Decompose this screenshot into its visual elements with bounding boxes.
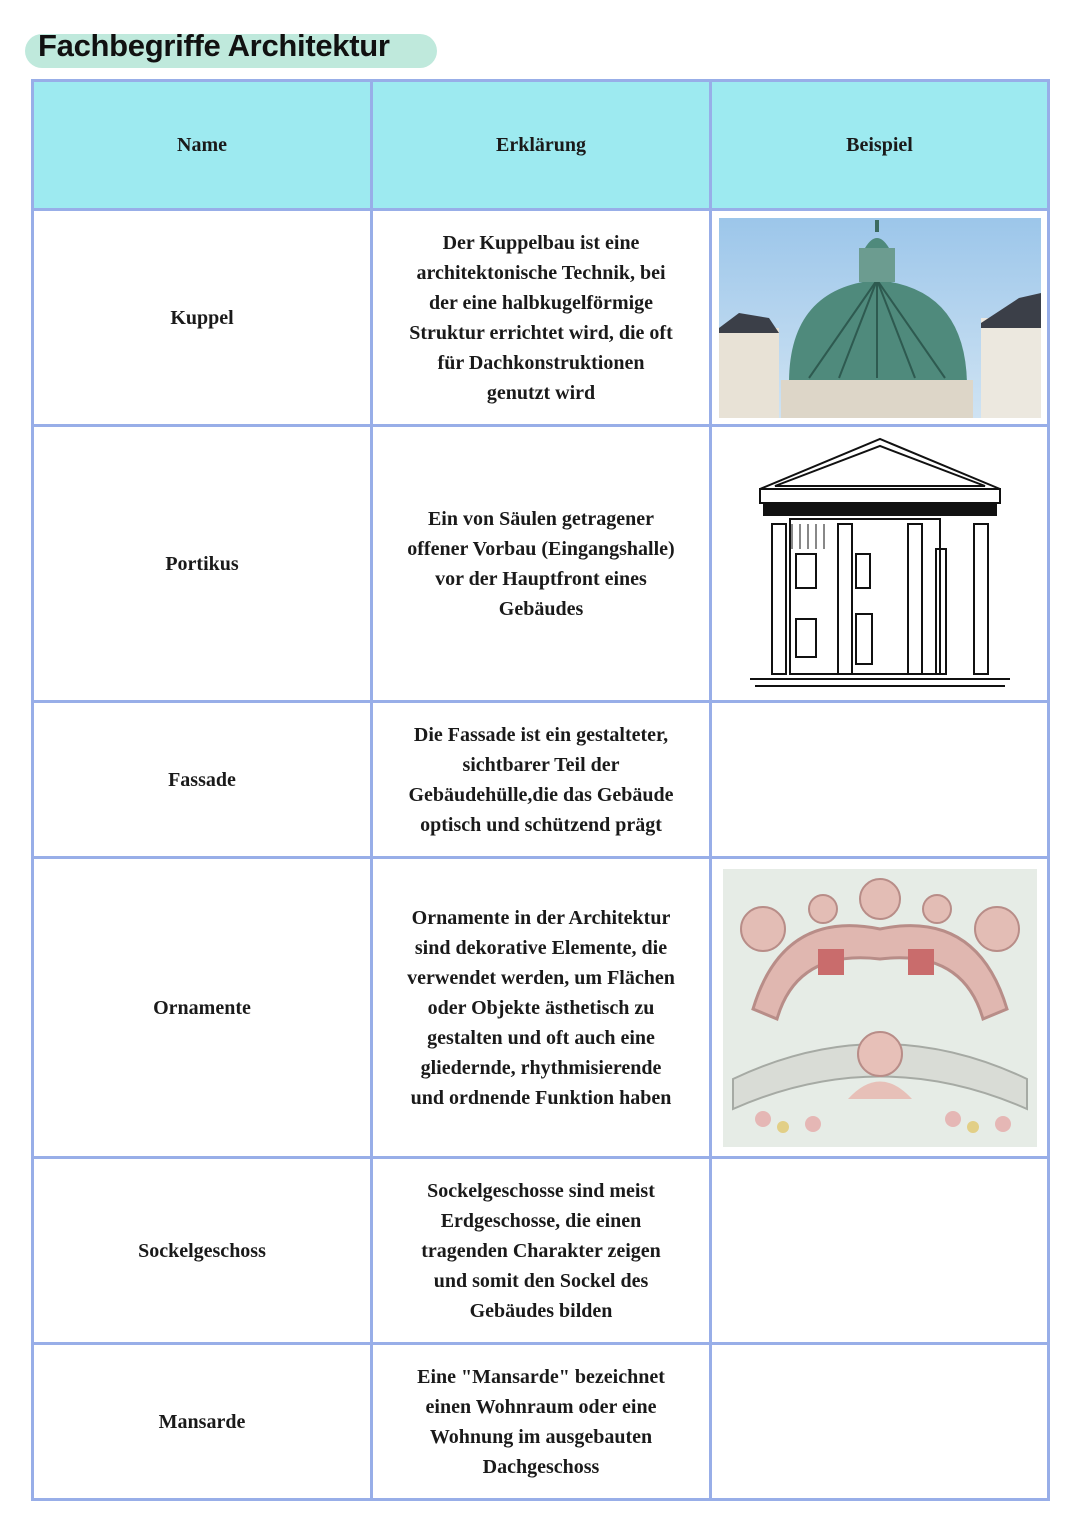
- explanation-line: sichtbarer Teil der: [462, 753, 620, 776]
- term-name: Fassade: [33, 702, 372, 858]
- term-example: [711, 210, 1049, 426]
- explanation-line: Der Kuppelbau ist eine: [442, 231, 640, 254]
- table-row: [33, 1344, 1049, 1500]
- explanation-line: und somit den Sockel des: [433, 1269, 649, 1292]
- term-name: Kuppel: [33, 210, 372, 426]
- term-explanation: [372, 426, 711, 702]
- explanation-line: und ordnende Funktion haben: [410, 1086, 672, 1109]
- term-example: [711, 1344, 1049, 1500]
- term-explanation: [372, 210, 711, 426]
- table-row: [33, 1158, 1049, 1344]
- explanation-line: der eine halbkugelförmige: [428, 291, 654, 314]
- term-example: [711, 702, 1049, 858]
- explanation-line: offener Vorbau (Eingangshalle): [407, 537, 675, 560]
- explanation-line: gliedernde, rhythmisierende: [420, 1056, 662, 1079]
- explanation-line: architektonische Technik, bei: [416, 261, 666, 284]
- terms-table: [31, 79, 1050, 1501]
- term-example: [711, 426, 1049, 702]
- portico-image: [750, 434, 1010, 694]
- term-explanation: [372, 1158, 711, 1344]
- term-example: [711, 858, 1049, 1158]
- term-explanation: [372, 1344, 711, 1500]
- table-row: [33, 858, 1049, 1158]
- explanation-line: Eine "Mansarde" bezeichnet: [417, 1365, 665, 1388]
- table-header-row: [33, 81, 1049, 210]
- explanation-line: Gebäudes: [498, 597, 584, 620]
- explanation-line: Gebäudehülle,die das Gebäude: [408, 783, 674, 806]
- explanation-line: Gebäudes bilden: [469, 1299, 613, 1322]
- explanation-line: sind dekorative Elemente, die: [414, 936, 668, 959]
- explanation-line: für Dachkonstruktionen: [437, 351, 645, 374]
- table-row: [33, 426, 1049, 702]
- explanation-line: Wohnung im ausgebauten: [429, 1425, 653, 1448]
- table-row: [33, 210, 1049, 426]
- term-explanation: [372, 702, 711, 858]
- header-example: Beispiel: [711, 81, 1049, 210]
- explanation-line: tragenden Charakter zeigen: [421, 1239, 661, 1262]
- explanation-line: Sockelgeschosse sind meist: [427, 1179, 655, 1202]
- table-row: [33, 702, 1049, 858]
- term-name: Portikus: [33, 426, 372, 702]
- term-name: Mansarde: [33, 1344, 372, 1500]
- page-title: Fachbegriffe Architektur: [38, 28, 390, 63]
- explanation-line: Dachgeschoss: [482, 1455, 600, 1478]
- explanation-line: verwendet werden, um Flächen: [407, 966, 675, 989]
- term-example: [711, 1158, 1049, 1344]
- explanation-line: Erdgeschosse, die einen: [440, 1209, 642, 1232]
- explanation-line: Ornamente in der Architektur: [411, 906, 671, 929]
- explanation-line: vor der Hauptfront eines: [435, 567, 647, 590]
- explanation-line: Struktur errichtet wird, die oft: [409, 321, 673, 344]
- explanation-line: Die Fassade ist ein gestalteter,: [413, 723, 669, 746]
- dome-image: [719, 218, 1041, 418]
- explanation-line: oder Objekte ästhetisch zu: [427, 996, 655, 1019]
- ornament-image: [723, 869, 1037, 1147]
- term-explanation: [372, 858, 711, 1158]
- header-name: Name: [33, 81, 372, 210]
- header-explanation: Erklärung: [372, 81, 711, 210]
- explanation-line: gestalten und oft auch eine: [427, 1026, 655, 1049]
- explanation-line: optisch und schützend prägt: [420, 813, 662, 836]
- explanation-line: genutzt wird: [486, 381, 596, 404]
- explanation-line: einen Wohnraum oder eine: [425, 1395, 657, 1418]
- explanation-line: Ein von Säulen getragener: [427, 507, 655, 530]
- term-name: Ornamente: [33, 858, 372, 1158]
- term-name: Sockelgeschoss: [33, 1158, 372, 1344]
